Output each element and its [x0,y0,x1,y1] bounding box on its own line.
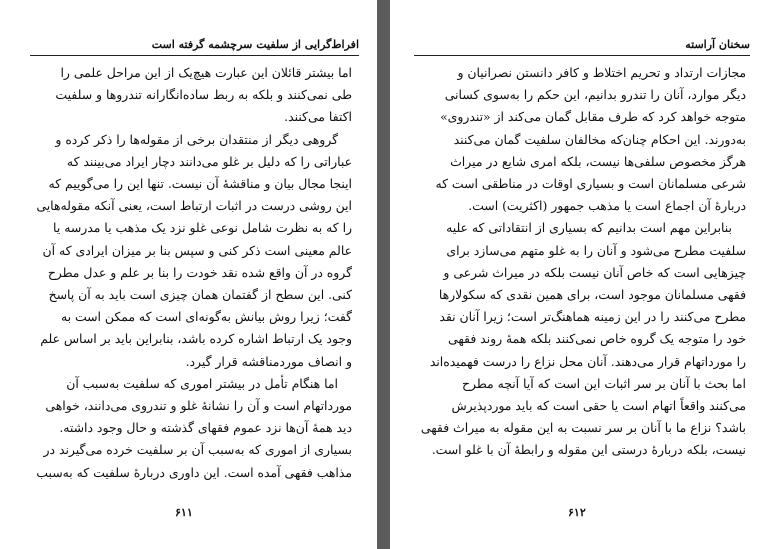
text-line: دیگر موارد، آنان را تندرو بدانیم، این حکم را به‌سوی کسانی [444,87,746,103]
right-page-number: ۶۱۲ [568,506,586,519]
text-line: بنابراین مهم است بدانیم که بسیاری از انتقاداتی که علیه [446,220,732,236]
left-header-rule [30,55,359,56]
text-line: بسیاری از اموری که به‌سبب آن بر سلفیت خرده می‌گیرند در [43,442,352,458]
right-page-body [416,62,746,462]
text-line: گروه در آن واقع شده نقد خودت را بنا بر علم و عدل مطرح [47,264,352,280]
left-page-body [32,62,352,484]
text-line: می‌کنند واقعاً اتهام است یا حقی است که باید موردپذیرش [451,398,746,414]
text-line: کنی. این سطح از گفتمان همان چیزی است باید به آن پاسخ [48,287,352,303]
text-line: متوجه خواهد کرد که طرف مقابل گمان می‌کند از «تندروی» [440,109,746,125]
text-line: اینجا مجال بیان و مناقشهٔ آن نیست. تنها این را می‌گوییم که [48,176,352,192]
text-line: را که به نظرت شامل نوعی غلو نزد یک مذهب یا مدرسه یا [53,220,352,236]
left-page [0,0,377,549]
text-line: طی نمی‌کنند و بلکه به ربط ساده‌انگارانه تندروها و سلفیت [55,87,352,103]
text-line: را مورداتهام قرار می‌دهند. آنان محل نزاع را درست فهمیده‌اند [429,353,746,369]
text-line: این روشی درست در اثبات ارتباط است، یعنی آنکه مقوله‌هایی [36,198,352,214]
book-gutter [377,0,390,549]
text-line: اما هنگام تأمل در بیشتر اموری که سلفیت به‌سبب آن [66,375,338,391]
text-line: و انصاف موردمناقشه قرار گیرد. [185,353,352,369]
left-page-number: ۶۱۱ [175,506,193,519]
text-line: گروهی دیگر از منتقدان برخی از مقوله‌ها را ذکر کرده و [55,131,338,147]
text-line: شرعی مسلمانان است و بسیاری اوقات در مناطقی است که [435,176,746,192]
text-line: اما بحث با آنان بر سر اثبات این است که آیا آنچه مطرح [462,375,746,391]
text-line: وجود یک ارتباط اشاره کرده باشد، بنابراین باید بر اساس علم [40,331,352,347]
text-line: دربارهٔ آن اجماع است یا مذهب جمهور (اکثریت) است. [468,198,746,214]
right-header-rule [414,55,750,56]
text-line: فقهی مسلمانان موجود است، برای همین نقدی که سکولارها [438,287,746,303]
text-line: مذاهب فقهی آمده است. این داوری دربارهٔ سلفیت که به‌سبب [36,464,352,480]
text-line: اما بیشتر قائلان این عبارت هیچ‌یک از این مراحل علمی را [60,65,352,80]
text-line: سلفیت مطرح می‌شود و آنان را به غلو متهم می‌سازد برای [446,242,746,258]
left-running-header: افراط‌گرایی از سلفیت سرچشمه گرفته است [151,38,359,51]
text-line: دید همهٔ آن‌ها نزد عموم فقهای گذشته و حال وجود داشته. [59,420,352,436]
text-line: گفت؛ زیرا روش بیانش به‌گونه‌ای است که ممکن است به [60,309,352,325]
text-line: اکتفا می‌کنند. [284,109,352,125]
text-line: عباراتی را که دلیل بر غلو می‌دانند دچار ایراد می‌بینند که [66,153,352,169]
text-line: نیست، بلکه دربارهٔ درستی این مقوله و رابطهٔ آن با غلو است. [431,442,746,458]
text-line: مطرح می‌کنند را در این زمینه هماهنگ‌تر است؛ زیرا آنان نقد [439,309,746,325]
text-line: به‌دورند. این احکام چنان‌که مخالفان سلفیت گمان می‌کنند [453,131,746,147]
text-line: چیزهایی است که خاص آنان نیست بلکه در میراث شرعی و [443,264,746,280]
text-line: باشد؟ نزاع ما با آنان بر سر نسبت به این مقوله به میراث فقهی [420,420,746,436]
text-line: مجازات ارتداد و تحریم اختلاط و کافر دانستن نصرانیان و [457,65,746,80]
right-running-header: سخنان آراسته [685,38,750,51]
text-line: هرگز مخصوص سلفی‌ها نیست، بلکه امری شایع در میراث [450,153,746,169]
text-line: خود را متوجه یک گروه خاص نمی‌کنند بلکه همهٔ روند فقهی [448,331,746,347]
text-line: عالم معینی است ذکر کنی و سپس بنا بر میزان ایرادی که آن [42,242,352,258]
text-line: مورداتهام است و آن را نشانهٔ غلو و تندروی می‌دانند، خواهی [45,398,352,414]
right-page [390,0,768,549]
